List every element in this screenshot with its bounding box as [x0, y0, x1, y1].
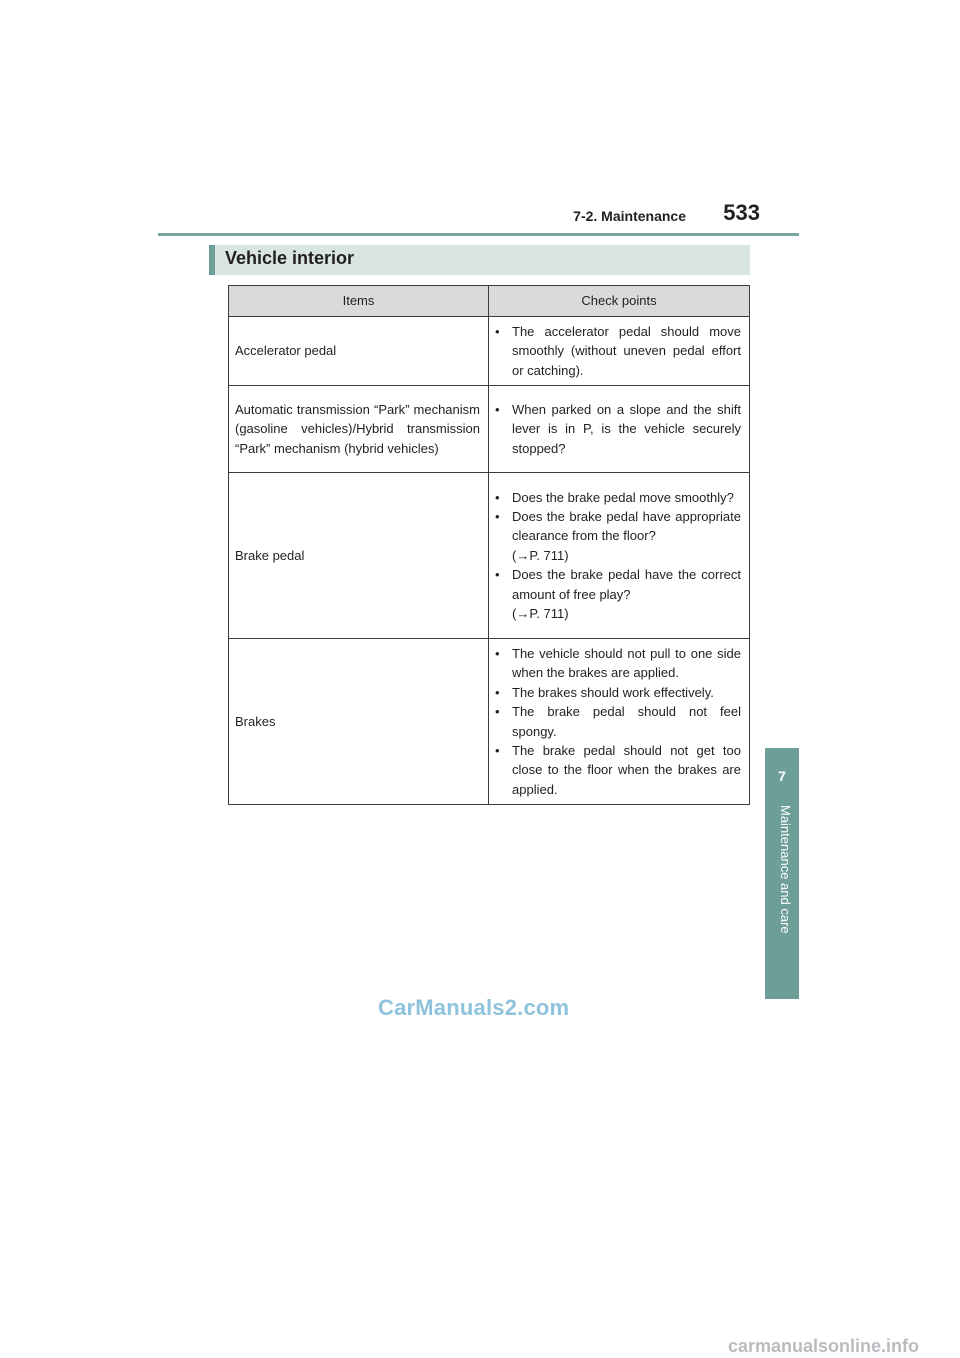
check-point-text: Does the brake pedal have the correct amount of free play?: [512, 567, 741, 602]
table-row: [229, 386, 750, 473]
check-point: • The brake pedal should not feel spongy.: [495, 702, 741, 741]
page-number: 533: [723, 200, 760, 225]
header-rule: [158, 233, 799, 236]
item-cell: Brake pedal: [229, 473, 489, 639]
check-points-list: [495, 488, 741, 624]
check-points-cell: [489, 639, 750, 805]
inspection-table: [228, 285, 750, 805]
table-row: [229, 639, 750, 805]
check-point: • The vehicle should not pull to one side when the brakes are applied.: [495, 644, 741, 683]
table-header-row: [229, 286, 750, 317]
column-header-check-points: Check points: [489, 286, 750, 317]
item-cell: Accelerator pedal: [229, 317, 489, 386]
check-point: [495, 565, 741, 623]
check-points-cell: [489, 386, 750, 473]
check-point: [495, 507, 741, 565]
check-points-cell: [489, 317, 750, 386]
check-point: • The accelerator pedal should move smoothly (without uneven pedal effort or catching).: [495, 322, 741, 380]
running-header-section: 7-2. Maintenance: [573, 208, 686, 224]
check-point: • When parked on a slope and the shift lever is in P, is the vehicle securely stopped?: [495, 400, 741, 458]
table-row: [229, 317, 750, 386]
chapter-number: 7: [778, 768, 786, 784]
page-reference[interactable]: (→P. 711): [512, 547, 569, 563]
item-cell: Automatic transmission “Park” mechanism (gasoline vehicles)/Hybrid transmission “Park” mechanism (hybrid vehicles): [229, 386, 489, 473]
check-points-list: [495, 322, 741, 380]
section-heading-bar: [209, 245, 750, 275]
watermark-link[interactable]: CarManuals2.com: [378, 995, 570, 1020]
check-points-list: [495, 400, 741, 458]
check-point: [495, 488, 741, 507]
check-points-cell: [489, 473, 750, 639]
check-point-text: Does the brake pedal move smoothly?: [512, 489, 734, 505]
page-reference[interactable]: (→P. 711): [512, 606, 569, 622]
section-title: Vehicle interior: [225, 248, 355, 268]
column-header-items: Items: [229, 286, 489, 317]
check-points-list: [495, 644, 741, 799]
check-point: • The brakes should work effectively.: [495, 683, 741, 702]
chapter-label: Maintenance and care: [778, 805, 793, 934]
footer-site-watermark: carmanualsonline.info: [728, 1336, 920, 1356]
check-point: • The brake pedal should not get too close to the floor when the brakes are applied.: [495, 741, 741, 799]
check-point-text: Does the brake pedal have appropriate clearance from the floor?: [512, 508, 741, 544]
item-cell: Brakes: [229, 639, 489, 805]
table-row: [229, 473, 750, 639]
